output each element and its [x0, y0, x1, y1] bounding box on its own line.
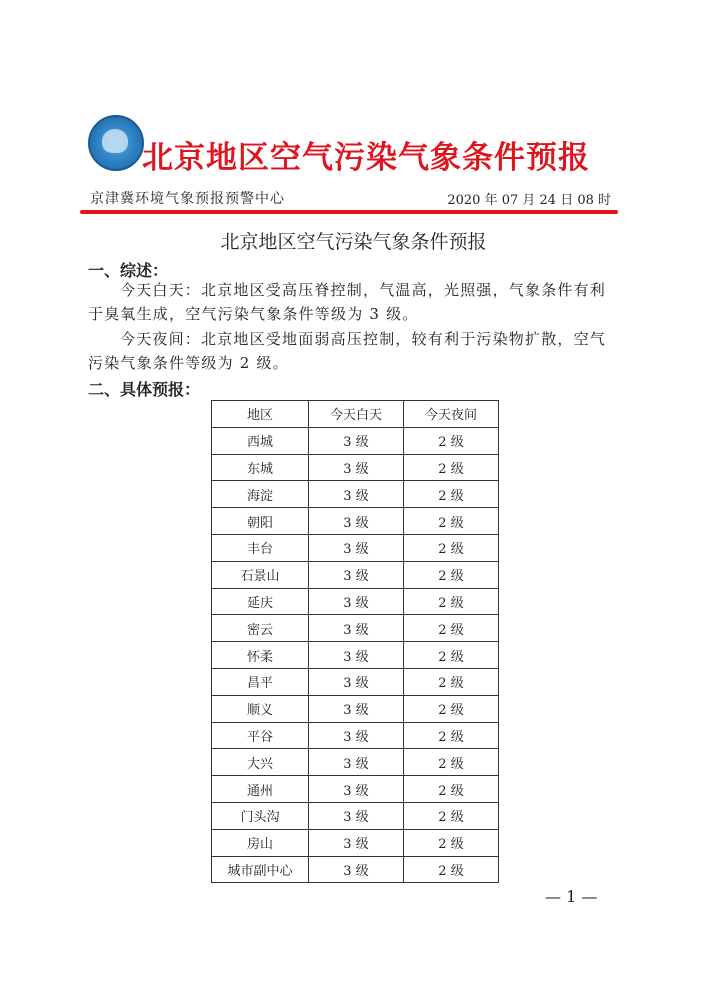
- district: 延庆: [212, 588, 309, 615]
- letterhead-title: 北京地区空气污染气象条件预报: [142, 140, 590, 176]
- district: 房山: [212, 829, 309, 856]
- table-row: [212, 776, 499, 803]
- nighttime-level: 2 级: [404, 481, 499, 508]
- daytime-level: 3 级: [309, 802, 404, 829]
- nighttime-level: 2 级: [404, 561, 499, 588]
- daytime-level: 3 级: [309, 722, 404, 749]
- daytime-level: 3 级: [309, 454, 404, 481]
- table-row: [212, 534, 499, 561]
- daytime-level: 3 级: [309, 776, 404, 803]
- section-forecast-heading: 二、具体预报：: [88, 380, 201, 399]
- district: 顺义: [212, 695, 309, 722]
- daytime-level: 3 级: [309, 508, 404, 535]
- forecast-table: [211, 400, 499, 883]
- daytime-level: 3 级: [309, 615, 404, 642]
- nighttime-level: 2 级: [404, 454, 499, 481]
- table-row: [212, 829, 499, 856]
- district: 大兴: [212, 749, 309, 776]
- header-nighttime: 今天夜间: [404, 401, 499, 428]
- table-row: [212, 508, 499, 535]
- daytime-level: 3 级: [309, 829, 404, 856]
- daytime-level: 3 级: [309, 534, 404, 561]
- paragraph-daytime: 今天白天：北京地区受高压脊控制，气温高，光照强，气象条件有利于臭氧生成，空气污染气象条件等级为 3 级。: [88, 281, 607, 323]
- nighttime-level: 2 级: [404, 829, 499, 856]
- table-row: [212, 642, 499, 669]
- center-logo: [88, 115, 144, 171]
- daytime-level: 3 级: [309, 642, 404, 669]
- table-row: [212, 427, 499, 454]
- nighttime-level: 2 级: [404, 508, 499, 535]
- daytime-level: 3 级: [309, 561, 404, 588]
- daytime-level: 3 级: [309, 856, 404, 883]
- district: 怀柔: [212, 642, 309, 669]
- district: 通州: [212, 776, 309, 803]
- daytime-level: 3 级: [309, 481, 404, 508]
- nighttime-level: 2 级: [404, 695, 499, 722]
- district: 昌平: [212, 668, 309, 695]
- table-row: [212, 615, 499, 642]
- daytime-level: 3 级: [309, 668, 404, 695]
- organization-name: 京津冀环境气象预报预警中心: [90, 191, 285, 207]
- table-row: [212, 749, 499, 776]
- nighttime-level: 2 级: [404, 588, 499, 615]
- daytime-level: 3 级: [309, 695, 404, 722]
- district: 海淀: [212, 481, 309, 508]
- nighttime-level: 2 级: [404, 615, 499, 642]
- header-divider: [80, 210, 618, 214]
- table-row: [212, 561, 499, 588]
- table-row: [212, 668, 499, 695]
- district: 石景山: [212, 561, 309, 588]
- table-row: [212, 856, 499, 883]
- table-row: [212, 802, 499, 829]
- header-daytime: 今天白天: [309, 401, 404, 428]
- daytime-level: 3 级: [309, 427, 404, 454]
- nighttime-level: 2 级: [404, 534, 499, 561]
- district: 门头沟: [212, 802, 309, 829]
- nighttime-level: 2 级: [404, 427, 499, 454]
- section-summary-heading: 一、综述：: [88, 261, 169, 280]
- paragraph-nighttime: 今天夜间：北京地区受地面弱高压控制，较有利于污染物扩散，空气污染气象条件等级为 2 级。: [88, 330, 607, 372]
- issue-datetime: 2020 年 07 月 24 日 08 时: [447, 193, 611, 208]
- table-row: [212, 588, 499, 615]
- district: 东城: [212, 454, 309, 481]
- nighttime-level: 2 级: [404, 749, 499, 776]
- table-row: [212, 481, 499, 508]
- nighttime-level: 2 级: [404, 668, 499, 695]
- daytime-level: 3 级: [309, 588, 404, 615]
- table-row: [212, 454, 499, 481]
- nighttime-level: 2 级: [404, 802, 499, 829]
- daytime-level: 3 级: [309, 749, 404, 776]
- document-title: 北京地区空气污染气象条件预报: [220, 231, 487, 253]
- district: 平谷: [212, 722, 309, 749]
- nighttime-level: 2 级: [404, 856, 499, 883]
- district: 城市副中心: [212, 856, 309, 883]
- table-header-row: [212, 401, 499, 428]
- nighttime-level: 2 级: [404, 642, 499, 669]
- table-row: [212, 722, 499, 749]
- district: 西城: [212, 427, 309, 454]
- header-district: 地区: [212, 401, 309, 428]
- district: 丰台: [212, 534, 309, 561]
- district: 朝阳: [212, 508, 309, 535]
- page-number: — 1 —: [545, 887, 598, 906]
- nighttime-level: 2 级: [404, 722, 499, 749]
- district: 密云: [212, 615, 309, 642]
- nighttime-level: 2 级: [404, 776, 499, 803]
- table-row: [212, 695, 499, 722]
